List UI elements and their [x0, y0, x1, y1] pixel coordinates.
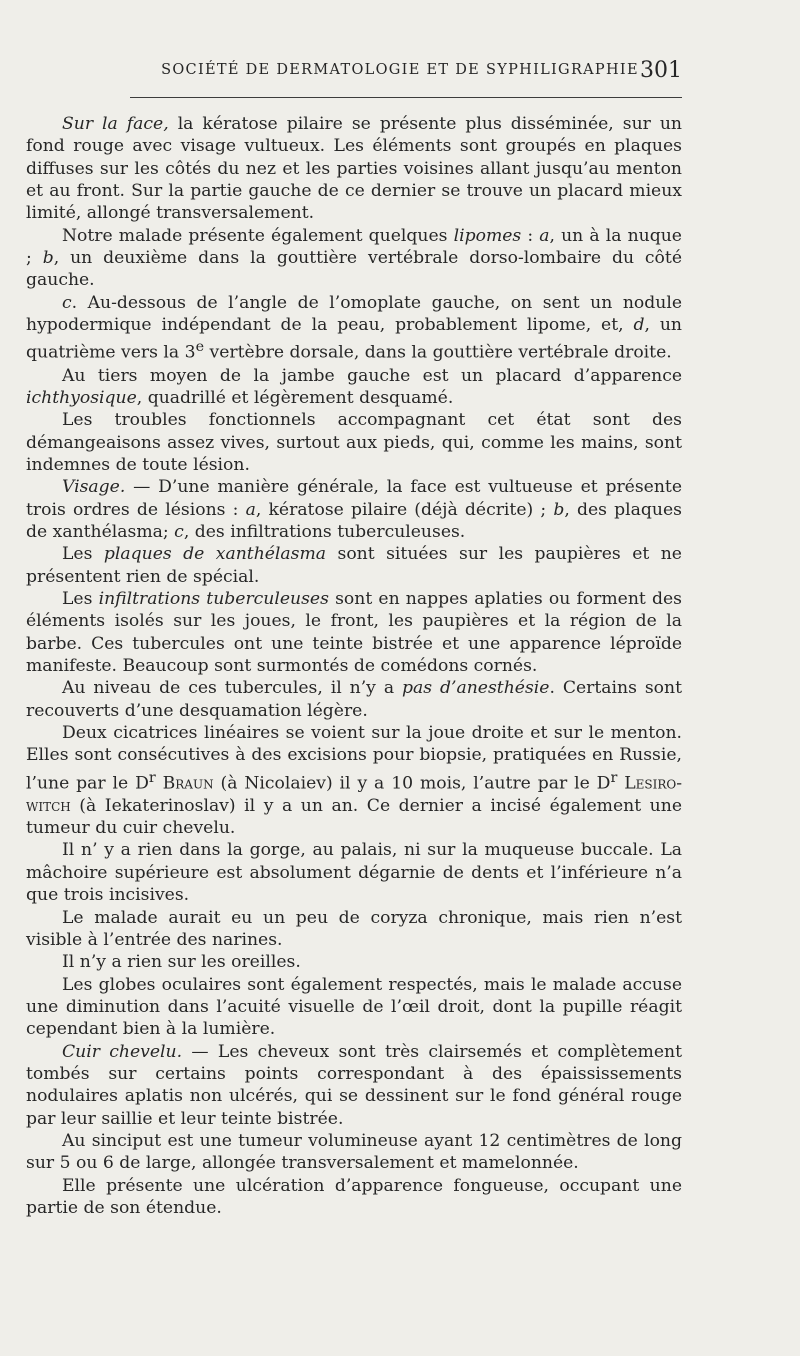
text-run [156, 773, 163, 793]
paragraph [26, 113, 682, 225]
italic-run: Sur la face, [62, 114, 169, 134]
paragraph [26, 677, 682, 722]
text-run: Au tiers moyen de la jambe gauche est un placard d’apparence [62, 365, 682, 386]
paragraph [26, 476, 682, 543]
paragraph [26, 722, 682, 839]
page-header [0, 58, 800, 92]
italic-run: Visage. [62, 477, 126, 498]
text-run: vertèbre dorsale, dans la gouttière vertébrale droite. [204, 343, 672, 364]
text-run: , un deuxième dans la gouttière vertébrale dorso-lombaire du côté gauche. [26, 248, 682, 291]
text-run: Notre malade présente également quelques [62, 225, 454, 246]
italic-run: Cuir chevelu. [62, 1041, 183, 1062]
text-run: , quadrillé et légèrement desquamé. [136, 387, 454, 408]
italic-run: infiltrations tuberculeuses [98, 588, 329, 609]
paragraph [26, 292, 682, 365]
italic-run: b [42, 248, 54, 269]
paragraph [26, 1041, 682, 1130]
page-number: 301 [640, 58, 682, 83]
italic-run: lipomes [453, 225, 522, 246]
text-run: — D’une manière générale, la face est vultueuse et présente trois ordres de lésions : [26, 477, 682, 520]
superscript: r [610, 769, 618, 786]
text-run: , un quatrième vers la 3 [26, 315, 682, 364]
paragraph: Les troubles fonctionnels accompagnant cet état sont des démangeaisons assez vives, surtout aux pieds, qui, comme les mains, sont indemnes de toute lésion. [26, 410, 682, 475]
text-run: Les [62, 544, 104, 565]
text-run: (à Nicolaiev) il y a 10 mois, l’autre par le D [213, 773, 611, 794]
italic-run: c [174, 521, 184, 542]
superscript: r [148, 769, 156, 786]
text-run: Au niveau de ces tubercules, il n’y a [62, 678, 403, 699]
paragraph: Il n’ y a rien dans la gorge, au palais, ni sur la muqueuse buccale. La mâchoire supérieure est absolument dégarnie de dents et l’inférieure n’a que trois incisives. [26, 840, 682, 906]
paragraph [26, 543, 682, 588]
italic-run: pas d’anesthésie [402, 678, 550, 699]
text-run: sont situées sur les paupières et ne présentent rien de spécial. [26, 544, 682, 587]
paragraph: Elle présente une ulcération d’apparence fongueuse, occupant une partie de son étendue. [26, 1175, 682, 1218]
italic-run: a [245, 499, 256, 520]
italic-run: d [633, 315, 645, 336]
italic-run: b [553, 499, 565, 520]
text-run: Deux cicatrices linéaires se voient sur la joue droite et sur le menton. Elles sont consécutives à des excisions pour biopsie, pratiquées en Russie, l’une par le D [26, 723, 682, 794]
paragraph [26, 225, 682, 292]
author-name: Lesiro-witch [26, 773, 683, 816]
text-run: , des infiltrations tuberculeuses. [183, 521, 466, 542]
author-name: Braun [162, 773, 214, 794]
body-text [26, 113, 682, 1219]
text-run: Les [62, 588, 99, 609]
paragraph: Le malade aurait eu un peu de coryza chronique, mais rien n’est visible à l’entrée des narines. [26, 907, 682, 950]
text-run: (à Iekaterinoslav) il y a un an. Ce dernier a incisé également une tumeur du cuir chevelu. [26, 795, 682, 839]
text-run: , kératose pilaire (déjà décrite) ; [255, 499, 554, 520]
paragraph [26, 365, 682, 410]
text-run: — Les cheveux sont très clairsemés et complètement tombés sur certains points correspondant à des épaississements nodulaires aplatis non ulcérés, qui se dessinent sur le fond général rouge par leur saillie et leur teinte bistrée. [26, 1041, 682, 1129]
paragraph: Au sinciput est une tumeur volumineuse ayant 12 centimètres de long sur 5 ou 6 de large, allongée transversalement et mamelonnée. [26, 1130, 682, 1174]
italic-run: ichthyosique [26, 387, 137, 408]
text-run: : [521, 225, 540, 246]
italic-run: a [539, 225, 550, 246]
header-rule [130, 97, 682, 98]
text-run: la kératose pilaire se présente plus disséminée, sur un fond rouge avec visage vultueux. Les éléments sont groupés en plaques diffuses sur les côtés du nez et les parties voisines allant jusqu’au menton et au front. Sur la partie gauche de ce dernier se trouve un placard mieux limité, allongé transversalement. [26, 114, 682, 224]
text-run: , des plaques de xanthélasma; [26, 499, 682, 542]
superscript: e [195, 339, 205, 356]
text-run: . Certains sont recouverts d’une desquamation légère. [26, 678, 682, 721]
text-run: sont en nappes aplaties ou forment des éléments isolés sur les joues, le front, les paupières et la région de la barbe. Ces tubercules ont une teinte bistrée et une apparence léproïde manifeste. Beaucoup sont surmontés de comédons cornés. [26, 588, 682, 676]
paragraph [26, 588, 682, 677]
italic-run: plaques de xanthélasma [103, 544, 327, 565]
text-run: . Au-dessous de l’angle de l’omoplate gauche, on sent un nodule hypodermique indépendant de la peau, probablement lipome, et, [26, 292, 682, 336]
paragraph: Les globes oculaires sont également respectés, mais le malade accuse une diminution dans l’acuité visuelle de l’œil droit, dont la pupille réagit cependant bien à la lumière. [26, 974, 682, 1040]
text-run: , un à la nuque ; [26, 225, 682, 269]
paragraph: Il n’y a rien sur les oreilles. [62, 952, 301, 973]
running-title: SOCIÉTÉ DE DERMATOLOGIE ET DE SYPHILIGRAPHIE [161, 62, 639, 78]
italic-run: c [62, 292, 72, 313]
